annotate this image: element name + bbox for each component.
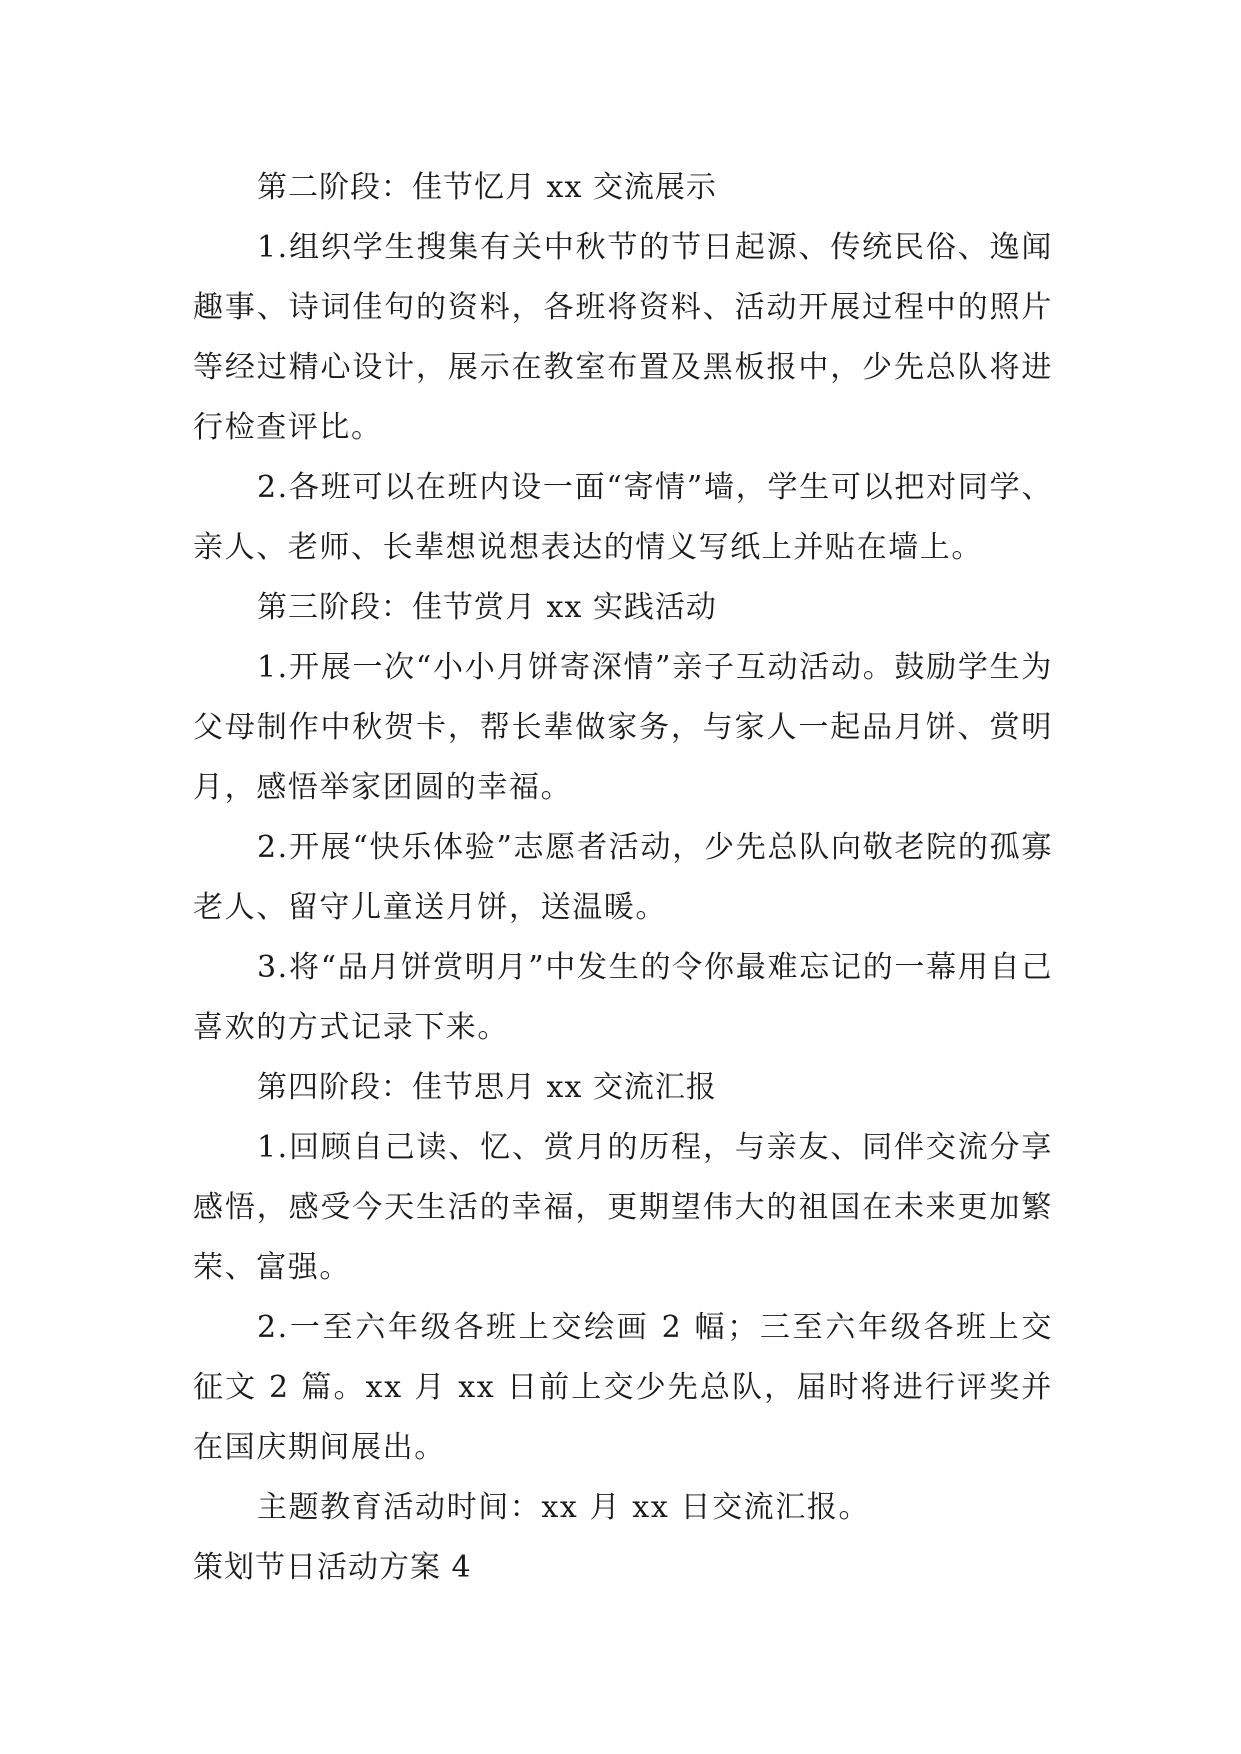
paragraph: 2.一至六年级各班上交绘画 2 幅；三至六年级各班上交征文 2 篇。xx 月 xx 日前上交少先总队，届时将进行评奖并在国庆期间展出。 [193, 1310, 1053, 1465]
paragraph: 1.开展一次“小小月饼寄深情”亲子互动活动。鼓励学生为父母制作中秋贺卡，帮长辈做家务，与家人一起品月饼、赏明月，感悟举家团圆的幸福。 [193, 650, 1053, 805]
paragraph: 2.各班可以在班内设一面“寄情”墙，学生可以把对同学、亲人、老师、长辈想说想表达的情义写纸上并贴在墙上。 [193, 470, 1053, 565]
stage-three-heading: 第三阶段：佳节赏月 xx 实践活动 [257, 590, 717, 625]
paragraph: 主题教育活动时间：xx 月 xx 日交流汇报。 [257, 1490, 871, 1525]
paragraph: 3.将“品月饼赏明月”中发生的令你最难忘记的一幕用自己喜欢的方式记录下来。 [193, 950, 1053, 1045]
paragraph: 1.回顾自己读、忆、赏月的历程，与亲友、同伴交流分享感悟，感受今天生活的幸福，更期望伟大的祖国在未来更加繁荣、富强。 [193, 1130, 1053, 1285]
document-body [193, 158, 1053, 1598]
paragraph: 1.组织学生搜集有关中秋节的节日起源、传统民俗、逸闻趣事、诗词佳句的资料，各班将资料、活动开展过程中的照片等经过精心设计，展示在教室布置及黑板报中，少先总队将进行检查评比。 [193, 230, 1053, 445]
stage-two-heading: 第二阶段：佳节忆月 xx 交流展示 [257, 170, 717, 205]
stage-four-heading: 第四阶段：佳节思月 xx 交流汇报 [257, 1070, 717, 1105]
paragraph: 2.开展“快乐体验”志愿者活动，少先总队向敬老院的孤寡老人、留守儿童送月饼，送温暖。 [193, 830, 1053, 925]
section-title: 策划节日活动方案 4 [193, 1550, 472, 1585]
